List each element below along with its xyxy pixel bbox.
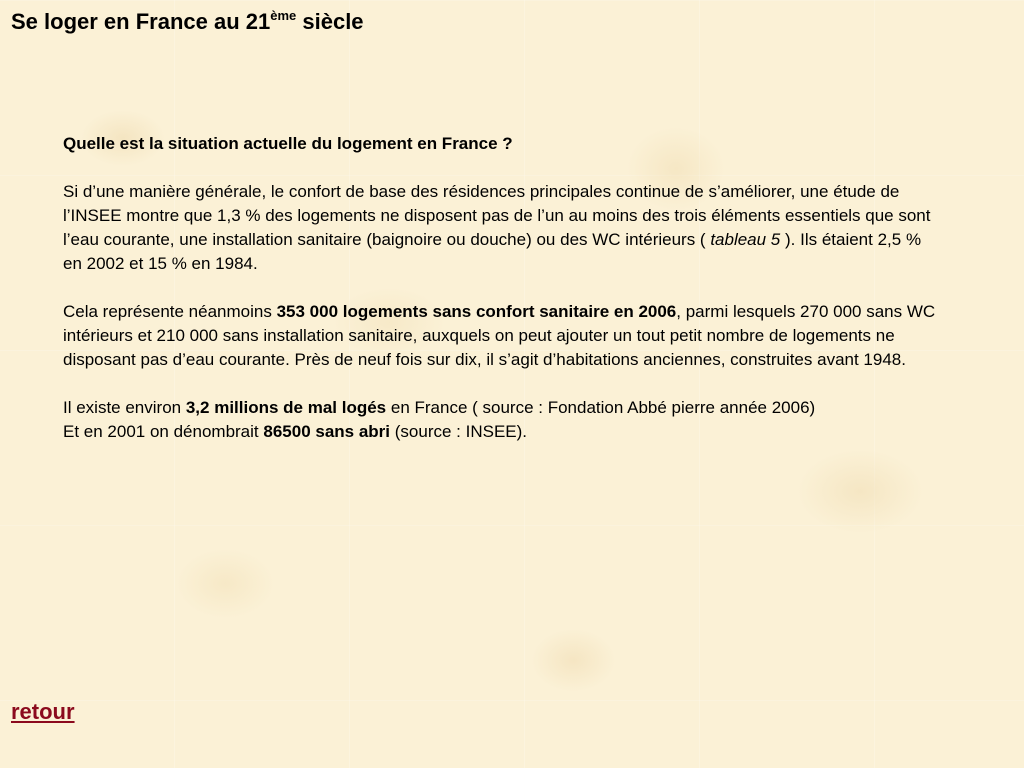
paragraph-sans-abri [63,420,943,444]
page-title-rest: siècle [296,9,364,34]
paragraph-mal-loges [63,396,943,420]
highlight-sans-abri: 86500 sans abri [263,422,391,441]
paragraph-comfort-text: Si d’une manière générale, le confort de base des résidences principales continue de s’améliorer, une étude de l’INSEE montre que 1,3 % des logements ne disposent pas de l’un au moins des trois éléments essentiels que sont l’eau courante, une installation sanitaire (baignoire ou douche) ou des WC intérieurs ( [63,182,931,249]
paragraph-comfort [63,180,943,276]
highlight-sanitary: 353 000 logements sans confort sanitaire en 2006 [276,302,677,321]
paragraph-sanitary-text: Cela représente néanmoins [63,302,277,321]
main-content [63,132,943,444]
page-title [11,8,364,36]
paragraph-sans-abri-tail: (source : INSEE). [390,422,528,441]
spacer [63,156,943,180]
paragraph-comfort-tail: ). Ils étaient 2,5 % en 2002 et 15 % en 1984. [63,230,922,273]
spacer [63,276,943,300]
highlight-mal-loges: 3,2 millions de mal logés [185,398,387,417]
paragraph-mal-loges-text: Il existe environ [63,398,186,417]
spacer [63,372,943,396]
paragraph-sans-abri-text: Et en 2001 on dénombrait [63,422,264,441]
paragraph-mal-loges-tail: en France ( source : Fondation Abbé pierre année 2006) [386,398,816,417]
table-reference: tableau 5 [710,230,781,249]
page-title-superscript: ème [270,8,297,23]
section-question: Quelle est la situation actuelle du logement en France ? [63,134,513,153]
page-title-main: Se loger en France au 21 [11,9,271,34]
paragraph-sanitary-tail: , parmi lesquels 270 000 sans WC intérieurs et 210 000 sans installation sanitaire, auxquels on peut ajouter un tout petit nombre de logements ne disposant pas d’eau courante. Près de neuf fois sur dix, il s’agit d’habitations anciennes, construites avant 1948. [63,302,936,369]
back-link[interactable]: retour [11,699,75,724]
paragraph-sanitary [63,300,943,372]
